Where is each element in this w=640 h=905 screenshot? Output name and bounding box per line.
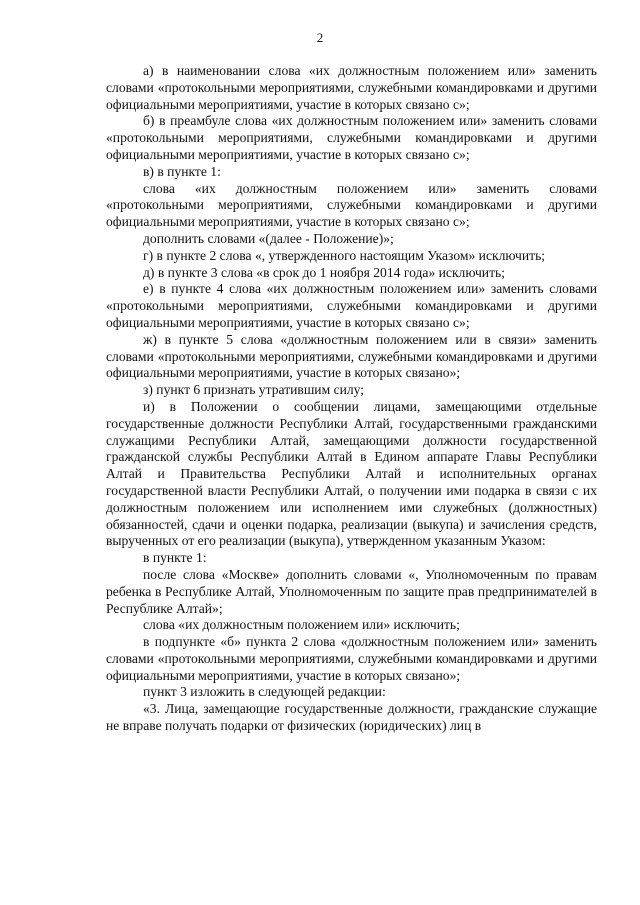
paragraph-b: б) в преамбуле слова «их должностным положением или» заменить словами «протокольными мероприятиями, служебными командировками и другими официальными мероприятиями, участие в которых связано с»; — [106, 113, 597, 162]
paragraph-i-subpoint-b: в подпункте «б» пункта 2 слова «должностным положением или» заменить словами «протокольными мероприятиями, служебными командировками и другими официальными мероприятиями, участие в которых связано»; — [106, 634, 597, 683]
paragraph-i: и) в Положении о сообщении лицами, замещающими отдельные государственные должности Республики Алтай, государственными гражданскими служащими Республики Алтай, замещающими должности государственной гражданской службы Республики Алтай в Едином аппарате Главы Республики Алтай и Правительства Республики Алтай и исполнительных органах государственной власти Республики Алтай, о получении ими подарка в связи с их должностным положением или исполнением ими служебных (должностных) обязанностей, сдачи и оценки подарка, реализации (выкупа) и зачисления средств, вырученных от его реализации (выкупа), утвержденном указанным Указом: — [106, 398, 597, 549]
paragraph-i-point3-text: «3. Лица, замещающие государственные должности, гражданские служащие не вправе получать подарки от физических (юридических) лиц в — [106, 701, 597, 734]
paragraph-i-point3: пункт 3 изложить в следующей редакции: — [143, 684, 386, 700]
paragraph-zh: ж) в пункте 5 слова «должностным положением или в связи» заменить словами «протокольными мероприятиями, служебными командировками и другими официальными мероприятиями, участие в которых связано»; — [106, 331, 597, 381]
paragraph-e: е) в пункте 4 слова «их должностным положением или» заменить словами «протокольными мероприятиями, служебными командировками и другими официальными мероприятиями, участие в которых связано с»; — [106, 281, 597, 330]
paragraph-d: д) в пункте 3 слова «в срок до 1 ноября 2014 года» исключить; — [143, 264, 505, 280]
document-body — [106, 63, 597, 735]
page-number: 2 — [316, 30, 324, 45]
paragraph-a: а) в наименовании слова «их должностным положением или» заменить словами «протокольными мероприятиями, служебными командировками и другими официальными мероприятиями, участие в которых связано с»; — [106, 63, 597, 112]
paragraph-g: г) в пункте 2 слова «, утвержденного настоящим Указом» исключить; — [143, 247, 546, 263]
paragraph-v-append: дополнить словами «(далее - Положение)»; — [143, 230, 394, 246]
paragraph-v-replace: слова «их должностным положением или» заменить словами «протокольными мероприятиями, служебными командировками и другими официальными мероприятиями, участие в которых связано с»; — [106, 180, 597, 230]
paragraph-z: з) пункт 6 признать утратившим силу; — [143, 382, 365, 398]
paragraph-i-point1: в пункте 1: — [143, 550, 207, 566]
paragraph-i-exclude: слова «их должностным положением или» исключить; — [143, 617, 460, 633]
paragraph-v: в) в пункте 1: — [143, 163, 221, 179]
paragraph-i-append: после слова «Москве» дополнить словами «, Уполномоченным по правам ребенка в Республике Алтай, Уполномоченным по защите прав предпринимателей в Республике Алтай»; — [106, 566, 597, 616]
